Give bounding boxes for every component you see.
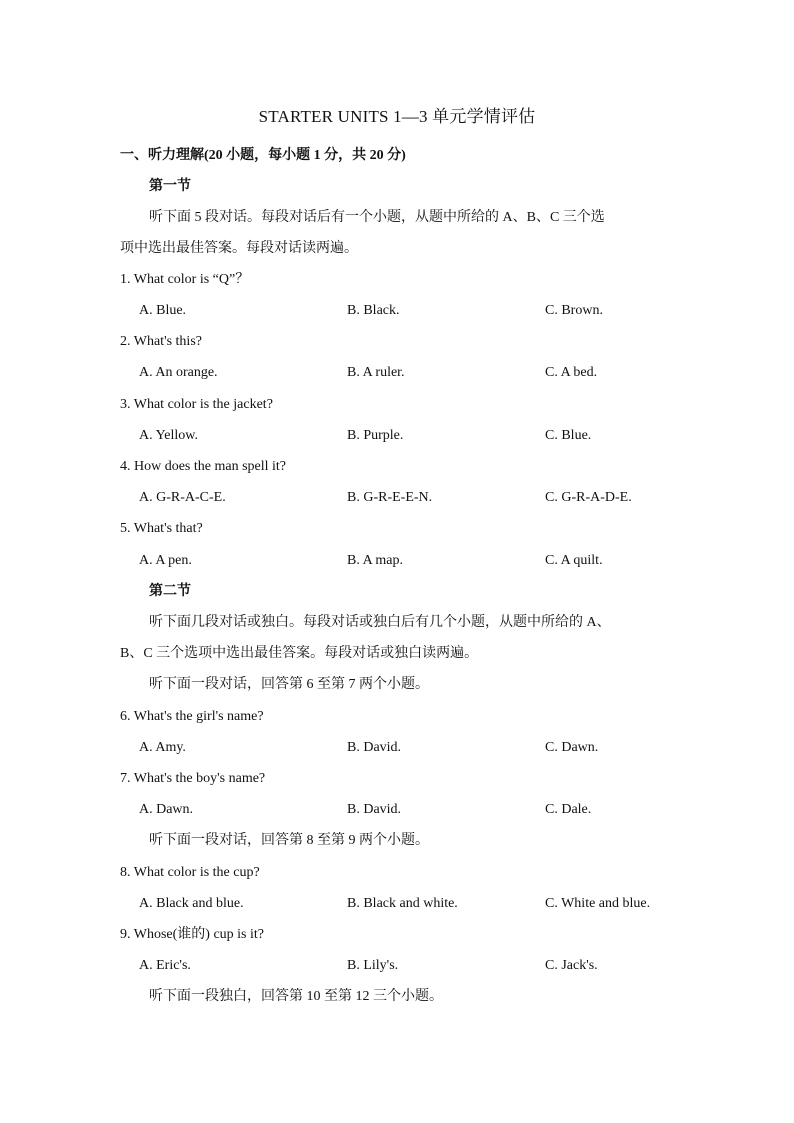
question-3-option-b[interactable]: B. Purple. (347, 428, 404, 443)
question-8-option-b[interactable]: B. Black and white. (347, 896, 458, 911)
question-7: 7. What's the boy's name? (120, 771, 266, 786)
part2-sub-instruction-10-12: 听下面一段独白，回答第 10 至第 12 三个小题。 (149, 989, 443, 1004)
question-7-option-b[interactable]: B. David. (347, 802, 402, 817)
question-7-option-c[interactable]: C. Dale. (545, 802, 592, 817)
question-1: 1. What color is “Q”？ (120, 272, 250, 287)
part2-sub-instruction-8-9: 听下面一段对话，回答第 8 至第 9 两个小题。 (149, 833, 429, 848)
question-7-option-a[interactable]: A. Dawn. (139, 802, 194, 817)
part2-instruction-line1: 听下面几段对话或独白。每段对话或独白后有几个小题，从题中所给的 A、 (149, 615, 611, 630)
question-2: 2. What's this? (120, 334, 202, 349)
question-4-option-a[interactable]: A. G-R-A-C-E. (139, 490, 226, 505)
part1-instruction-line2: 项中选出最佳答案。每段对话读两遍。 (120, 241, 358, 256)
question-3: 3. What color is the jacket? (120, 397, 273, 412)
question-6-option-b[interactable]: B. David. (347, 740, 402, 755)
question-8-option-a[interactable]: A. Black and blue. (139, 896, 244, 911)
question-8: 8. What color is the cup? (120, 865, 260, 880)
question-1-option-a[interactable]: A. Blue. (139, 303, 187, 318)
part2-sub-instruction-6-7: 听下面一段对话，回答第 6 至第 7 两个小题。 (149, 677, 429, 692)
question-3-option-c[interactable]: C. Blue. (545, 428, 592, 443)
question-2-option-a[interactable]: A. An orange. (139, 365, 218, 380)
part2-label: 第二节 (149, 584, 191, 599)
question-3-option-a[interactable]: A. Yellow. (139, 428, 198, 443)
question-5-option-a[interactable]: A. A pen. (139, 553, 192, 568)
part1-label: 第一节 (149, 179, 191, 194)
question-6: 6. What's the girl's name? (120, 709, 264, 724)
question-9: 9. Whose(谁的) cup is it? (120, 927, 264, 942)
part2-instruction-line2: B、C 三个选项中选出最佳答案。每段对话或独白读两遍。 (120, 646, 479, 661)
question-5-option-c[interactable]: C. A quilt. (545, 553, 603, 568)
question-4: 4. How does the man spell it? (120, 459, 287, 474)
question-2-option-b[interactable]: B. A ruler. (347, 365, 405, 380)
question-1-option-b[interactable]: B. Black. (347, 303, 400, 318)
question-2-option-c[interactable]: C. A bed. (545, 365, 598, 380)
question-5-option-b[interactable]: B. A map. (347, 553, 404, 568)
question-1-option-c[interactable]: C. Brown. (545, 303, 603, 318)
question-4-option-b[interactable]: B. G-R-E-E-N. (347, 490, 433, 505)
question-9-option-b[interactable]: B. Lily's. (347, 958, 399, 973)
question-8-option-c[interactable]: C. White and blue. (545, 896, 651, 911)
question-9-option-c[interactable]: C. Jack's. (545, 958, 598, 973)
section-heading-listening: 一、听力理解(20 小题，每小题 1 分，共 20 分) (120, 148, 406, 163)
question-5: 5. What's that? (120, 521, 203, 536)
question-6-option-c[interactable]: C. Dawn. (545, 740, 599, 755)
question-9-option-a[interactable]: A. Eric's. (139, 958, 191, 973)
part1-instruction-line1: 听下面 5 段对话。每段对话后有一个小题，从题中所给的 A、B、C 三个选 (149, 210, 605, 225)
question-6-option-a[interactable]: A. Amy. (139, 740, 186, 755)
question-4-option-c[interactable]: C. G-R-A-D-E. (545, 490, 632, 505)
page-title: STARTER UNITS 1—3 单元学情评估 (258, 107, 536, 126)
